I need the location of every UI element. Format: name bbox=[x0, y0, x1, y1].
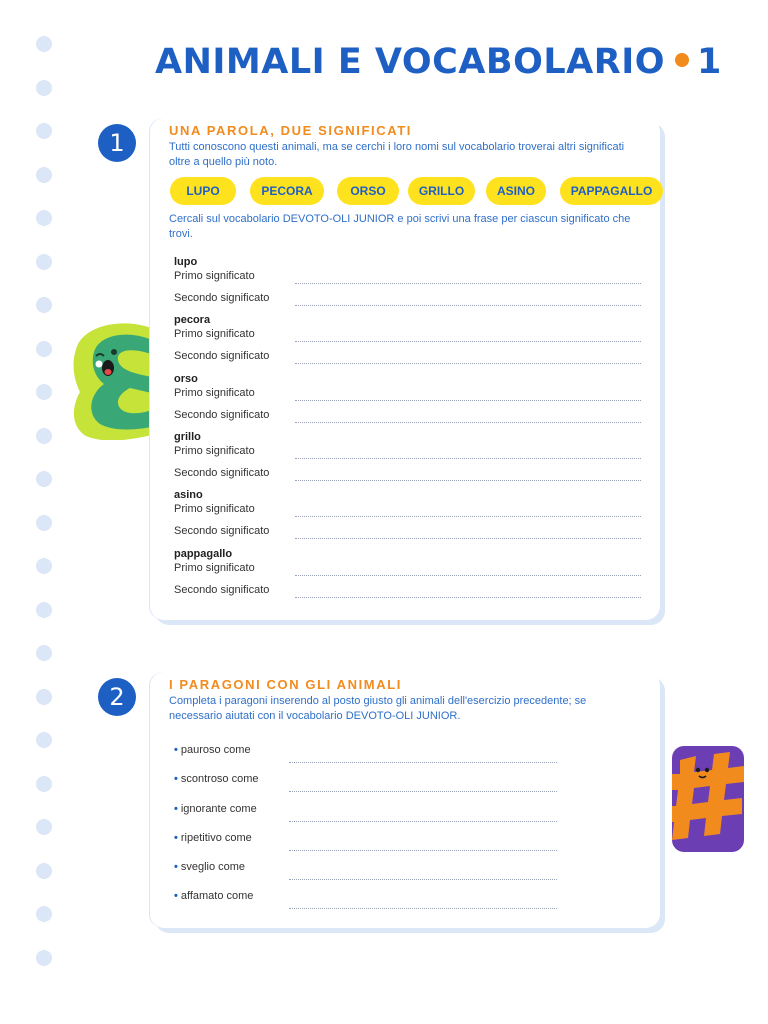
first-meaning-label: Primo significato bbox=[174, 445, 255, 457]
answer-line[interactable] bbox=[295, 422, 641, 423]
hole-dot bbox=[36, 776, 52, 792]
exercise-2-intro: Completa i paragoni inserendo al posto giusto gli animali dell'esercizio precedente; se necessario aiutati con il vocabolario DEVOTO-OLI JUNIOR. bbox=[169, 695, 587, 722]
word-orso: orso bbox=[174, 373, 198, 385]
bullet: • bbox=[174, 773, 178, 785]
hole-dot bbox=[36, 819, 52, 835]
hole-dot bbox=[36, 602, 52, 618]
answer-line[interactable] bbox=[295, 516, 641, 517]
chip-pappagallo: PAPPAGALLO bbox=[560, 177, 663, 205]
hole-dot bbox=[36, 167, 52, 183]
bullet: • bbox=[174, 890, 178, 902]
exercise-2-number-badge: 2 bbox=[98, 678, 136, 716]
first-meaning-label: Primo significato bbox=[174, 562, 255, 574]
page-title bbox=[155, 42, 722, 82]
hole-dot bbox=[36, 558, 52, 574]
hole-dot bbox=[36, 36, 52, 52]
exercise-2-heading: I PARAGONI CON GLI ANIMALI bbox=[169, 677, 402, 692]
word-grillo: grillo bbox=[174, 431, 201, 443]
comparison-text: ignorante come bbox=[180, 803, 257, 815]
answer-line[interactable] bbox=[289, 908, 557, 909]
chip-grillo: GRILLO bbox=[408, 177, 475, 205]
answer-line[interactable] bbox=[295, 480, 641, 481]
second-meaning-label: Secondo significato bbox=[174, 292, 270, 304]
hole-dot bbox=[36, 471, 52, 487]
comparison-text: ripetitivo come bbox=[180, 832, 252, 844]
answer-line[interactable] bbox=[295, 400, 641, 401]
hole-dot bbox=[36, 645, 52, 661]
hole-dot bbox=[36, 123, 52, 139]
answer-line[interactable] bbox=[295, 597, 641, 598]
exercise-1-heading: UNA PAROLA, DUE SIGNIFICATI bbox=[169, 123, 413, 138]
chip-orso: ORSO bbox=[337, 177, 399, 205]
exercise-1-card bbox=[150, 118, 660, 620]
comparison-item bbox=[174, 890, 253, 902]
word-pappagallo: pappagallo bbox=[174, 548, 233, 560]
hole-dot bbox=[36, 950, 52, 966]
hole-dot bbox=[36, 428, 52, 444]
hole-dot bbox=[36, 341, 52, 357]
comparison-item bbox=[174, 803, 257, 815]
second-meaning-label: Secondo significato bbox=[174, 350, 270, 362]
comparison-item bbox=[174, 832, 252, 844]
comparison-text: pauroso come bbox=[180, 744, 251, 756]
page-number: 1 bbox=[696, 42, 722, 82]
second-meaning-label: Secondo significato bbox=[174, 467, 270, 479]
first-meaning-label: Primo significato bbox=[174, 387, 255, 399]
answer-line[interactable] bbox=[295, 363, 641, 364]
page-title-text: ANIMALI E VOCABOLARIO bbox=[155, 42, 665, 82]
notebook-holes bbox=[36, 36, 52, 976]
exercise-1-number-badge: 1 bbox=[98, 124, 136, 162]
hole-dot bbox=[36, 906, 52, 922]
answer-line[interactable] bbox=[289, 879, 557, 880]
second-meaning-label: Secondo significato bbox=[174, 584, 270, 596]
comparison-text: sveglio come bbox=[180, 861, 246, 873]
exercise-1-intro: Tutti conoscono questi animali, ma se cerchi i loro nomi sul vocabolario troverai altri significati oltre a quello più noto. bbox=[169, 141, 625, 168]
answer-line[interactable] bbox=[295, 341, 641, 342]
word-asino: asino bbox=[174, 489, 203, 501]
hole-dot bbox=[36, 254, 52, 270]
exercise-1-instruction: Cercali sul vocabolario DEVOTO-OLI JUNIOR e poi scrivi una frase per ciascun significato che trovi. bbox=[169, 213, 631, 240]
answer-line[interactable] bbox=[295, 575, 641, 576]
hole-dot bbox=[36, 80, 52, 96]
answer-line[interactable] bbox=[295, 305, 641, 306]
bullet: • bbox=[174, 861, 178, 873]
title-dot bbox=[675, 53, 689, 67]
second-meaning-label: Secondo significato bbox=[174, 525, 270, 537]
hole-dot bbox=[36, 689, 52, 705]
answer-line[interactable] bbox=[295, 458, 641, 459]
bullet: • bbox=[174, 803, 178, 815]
comparison-text: scontroso come bbox=[180, 773, 259, 785]
chip-lupo: LUPO bbox=[170, 177, 236, 205]
hole-dot bbox=[36, 384, 52, 400]
answer-line[interactable] bbox=[289, 791, 557, 792]
answer-line[interactable] bbox=[289, 850, 557, 851]
ampersand-mascot-icon bbox=[70, 322, 156, 440]
hole-dot bbox=[36, 210, 52, 226]
chip-asino: ASINO bbox=[486, 177, 546, 205]
word-pecora: pecora bbox=[174, 314, 211, 326]
hash-mascot-icon bbox=[672, 746, 752, 852]
first-meaning-label: Primo significato bbox=[174, 503, 255, 515]
hole-dot bbox=[36, 863, 52, 879]
first-meaning-label: Primo significato bbox=[174, 328, 255, 340]
exercise-2-card bbox=[150, 672, 660, 928]
answer-line[interactable] bbox=[289, 821, 557, 822]
word-lupo: lupo bbox=[174, 256, 198, 268]
chip-pecora: PECORA bbox=[250, 177, 324, 205]
comparison-item bbox=[174, 861, 245, 873]
comparison-item bbox=[174, 773, 259, 785]
bullet: • bbox=[174, 744, 178, 756]
hole-dot bbox=[36, 515, 52, 531]
animal-chips bbox=[170, 177, 670, 205]
first-meaning-label: Primo significato bbox=[174, 270, 255, 282]
second-meaning-label: Secondo significato bbox=[174, 409, 270, 421]
comparison-item bbox=[174, 744, 251, 756]
answer-line[interactable] bbox=[295, 538, 641, 539]
comparison-text: affamato come bbox=[180, 890, 254, 902]
hole-dot bbox=[36, 297, 52, 313]
bullet: • bbox=[174, 832, 178, 844]
answer-line[interactable] bbox=[295, 283, 641, 284]
hole-dot bbox=[36, 732, 52, 748]
answer-line[interactable] bbox=[289, 762, 557, 763]
